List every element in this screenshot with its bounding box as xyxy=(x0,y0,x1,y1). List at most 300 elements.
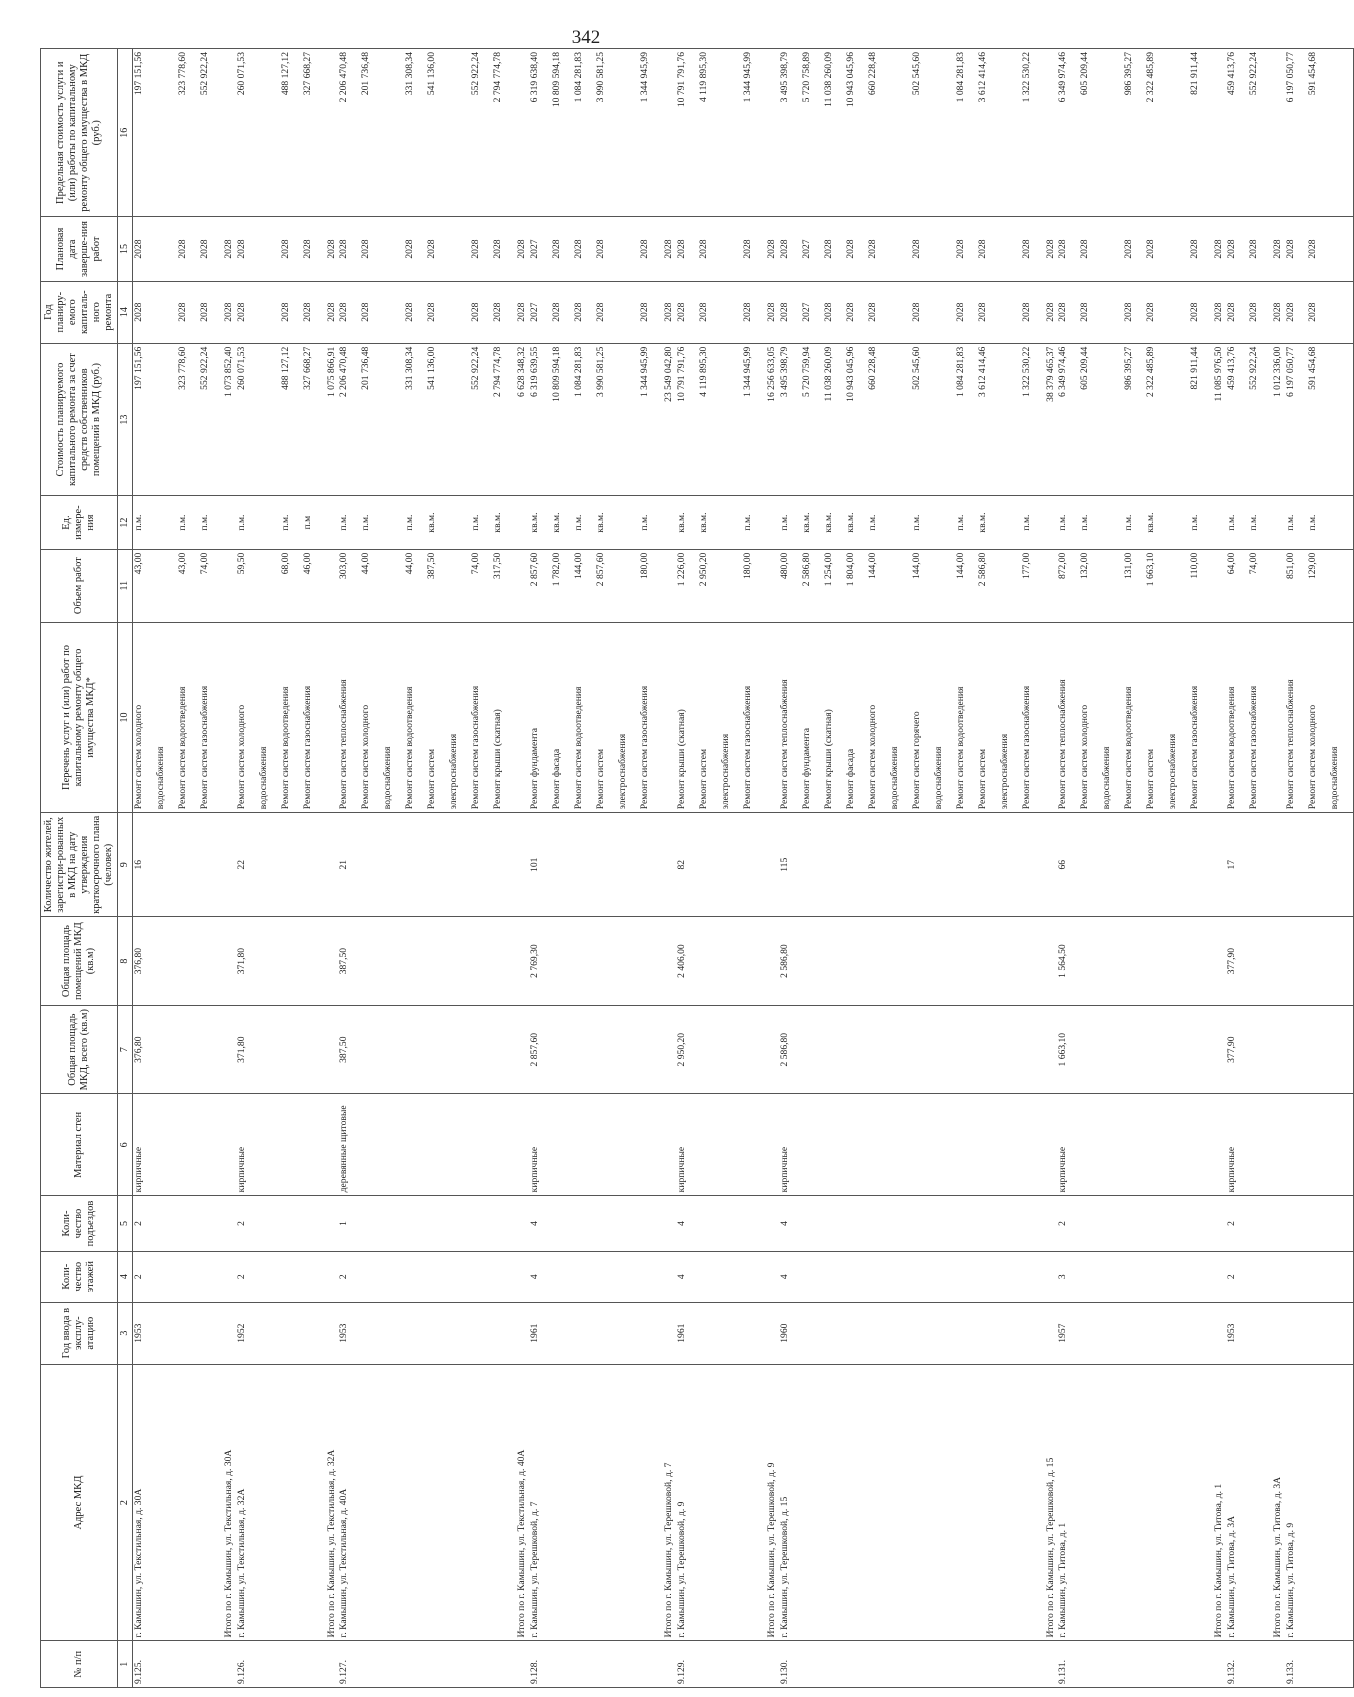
work-line-work: электроснабжения xyxy=(719,733,731,810)
work-line-plan-year: 2028 xyxy=(741,302,753,322)
work-line-unit: кв.м. xyxy=(1145,512,1157,533)
empty-cell xyxy=(663,496,676,549)
work-line-volume: 144,00 xyxy=(954,552,966,580)
cell-num: 9.126. xyxy=(236,1641,326,1688)
work-line-volume: 177,00 xyxy=(1020,552,1032,580)
total-label: Итого по г. Камышин, ул. Текстильная, д. 30А xyxy=(223,1364,236,1641)
work-line-cost: 260 071,53 xyxy=(235,346,247,390)
work-line-work: Ремонт систем газоснабжения xyxy=(1020,685,1032,810)
cell-area-rooms: 2 769,30 xyxy=(529,917,663,1006)
work-line-plan-year xyxy=(156,285,178,340)
cell-residents xyxy=(1285,813,1354,917)
work-line-volume: 64,00 xyxy=(1226,552,1238,575)
work-line-cost: 6 349 974,46 xyxy=(1057,346,1069,398)
work-line-plan-year: 2028 xyxy=(426,302,438,322)
empty-cell xyxy=(766,917,779,1006)
work-line-cost xyxy=(618,347,640,493)
work-line-work: Ремонт систем горячего xyxy=(910,711,922,810)
cell-work xyxy=(529,622,663,812)
cell-unit xyxy=(236,496,326,549)
work-line-cost: 3 612 414,46 xyxy=(976,346,988,398)
empty-cell xyxy=(1272,1196,1285,1251)
work-line-unit: п.м. xyxy=(338,514,350,531)
work-line-work: Ремонт систем газоснабжения xyxy=(1189,685,1201,810)
empty-cell xyxy=(766,1302,779,1364)
header-cell: Стоимость планируемого капитального ремонта за счет средств собственников помещений в МКД (руб.) xyxy=(41,343,118,496)
work-line-limit: 1 322 530,22 xyxy=(1020,52,1032,103)
cell-unit xyxy=(676,496,766,549)
empty-cell xyxy=(766,1251,779,1302)
total-row xyxy=(663,49,676,1688)
rotated-table-container xyxy=(40,48,1340,1688)
total-label: Итого по г. Камышин, ул. Титова, д. 3А xyxy=(1272,1364,1285,1641)
work-line-unit xyxy=(383,499,405,545)
empty-cell xyxy=(663,1302,676,1364)
work-line-end-date xyxy=(1102,220,1124,277)
work-line-volume: 144,00 xyxy=(573,552,585,580)
work-line-end-date: 2028 xyxy=(954,239,966,259)
work-line-work: Ремонт систем теплоснабжения xyxy=(1284,679,1296,810)
work-line-plan-year: 2028 xyxy=(1057,302,1069,322)
cell-end-date xyxy=(1057,217,1213,281)
cell-year xyxy=(1285,1302,1354,1364)
column-number: 2 xyxy=(118,1364,133,1641)
cell-limit xyxy=(338,49,516,217)
empty-cell xyxy=(326,1094,339,1196)
cell-floors: 3 xyxy=(1057,1251,1213,1302)
cell-cost xyxy=(1226,343,1272,496)
work-line-unit xyxy=(1168,499,1190,545)
work-line-cost: 2 794 774,78 xyxy=(492,346,504,398)
cell-material: кирпичные xyxy=(676,1094,766,1196)
work-line-plan-year: 2028 xyxy=(360,302,372,322)
column-number: 9 xyxy=(118,813,133,917)
empty-cell xyxy=(1272,1641,1285,1688)
work-line-limit: 605 209,44 xyxy=(1079,52,1091,96)
work-line-unit: п.м. xyxy=(1306,514,1318,531)
cell-limit xyxy=(132,49,223,217)
empty-cell xyxy=(516,1251,529,1302)
work-line-end-date: 2028 xyxy=(1123,239,1135,259)
total-label: Итого по г. Камышин, ул. Терешковой, д. 9 xyxy=(766,1364,779,1641)
cell-entrances: 4 xyxy=(529,1196,663,1251)
cell-area-total: 376,80 xyxy=(132,1005,223,1094)
empty-cell xyxy=(1045,1005,1058,1094)
work-line-work: Ремонт систем холодного xyxy=(360,704,372,810)
work-line-end-date: 2028 xyxy=(551,239,563,259)
cell-year: 1961 xyxy=(529,1302,663,1364)
empty-cell xyxy=(766,1094,779,1196)
cell-work xyxy=(676,622,766,812)
work-line-work: водоснабжения xyxy=(888,746,900,810)
empty-cell xyxy=(663,49,676,217)
work-line-end-date: 2028 xyxy=(1284,239,1296,259)
cell-unit xyxy=(1226,496,1272,549)
work-line-volume: 59,50 xyxy=(235,552,247,575)
work-line-unit: п.м xyxy=(301,515,313,530)
work-line-work: Ремонт систем холодного xyxy=(866,704,878,810)
work-line-work: электроснабжения xyxy=(1167,733,1179,810)
cell-limit xyxy=(676,49,766,217)
empty-cell xyxy=(516,549,529,622)
work-line-work: Ремонт систем водоотведения xyxy=(1226,686,1238,810)
total-plan-year: 2028 xyxy=(223,281,236,343)
total-cost: 16 256 633,05 xyxy=(766,343,779,496)
work-line-work: Ремонт систем холодного xyxy=(1306,704,1318,810)
cell-end-date xyxy=(1226,217,1272,281)
work-line-unit: п.м. xyxy=(1057,514,1069,531)
cell-material: кирпичные xyxy=(132,1094,223,1196)
work-line-volume: 74,00 xyxy=(1248,552,1260,575)
empty-cell xyxy=(516,813,529,917)
work-line-end-date: 2028 xyxy=(976,239,988,259)
work-line-plan-year: 2028 xyxy=(470,302,482,322)
work-line-volume: 180,00 xyxy=(741,552,753,580)
empty-cell xyxy=(223,1196,236,1251)
work-line-limit: 552 922,24 xyxy=(1248,52,1260,96)
work-line-unit: п.м. xyxy=(866,514,878,531)
work-line-unit xyxy=(259,499,281,545)
work-line-cost: 1 084 281,83 xyxy=(954,346,966,398)
work-line-limit: 660 228,48 xyxy=(866,52,878,96)
cell-unit xyxy=(1285,496,1354,549)
work-line-plan-year: 2028 xyxy=(976,302,988,322)
work-line-unit: кв.м. xyxy=(800,512,812,533)
empty-cell xyxy=(663,813,676,917)
cell-volume xyxy=(236,549,326,622)
work-line-end-date: 2028 xyxy=(1306,239,1318,259)
work-line-work: Ремонт систем водоотведения xyxy=(1123,686,1135,810)
work-line-limit: 1 084 281,83 xyxy=(954,52,966,103)
cell-plan-year xyxy=(1285,281,1354,343)
empty-cell xyxy=(326,1641,339,1688)
work-line-work: водоснабжения xyxy=(257,746,269,810)
work-line-limit: 10 791 791,76 xyxy=(675,52,687,108)
work-line-cost: 459 413,76 xyxy=(1226,346,1238,390)
cell-entrances: 2 xyxy=(132,1196,223,1251)
work-line-unit: п.м. xyxy=(1123,514,1135,531)
total-row xyxy=(1272,49,1285,1688)
cell-cost xyxy=(676,343,766,496)
work-line-plan-year: 2028 xyxy=(595,302,607,322)
work-line-volume: 872,00 xyxy=(1057,552,1069,580)
empty-cell xyxy=(1213,1251,1226,1302)
work-line-unit xyxy=(156,499,178,545)
table-row xyxy=(676,49,766,1688)
work-line-plan-year: 2028 xyxy=(338,302,350,322)
work-line-volume xyxy=(1168,553,1190,619)
empty-cell xyxy=(516,1196,529,1251)
work-line-volume: 387,50 xyxy=(426,552,438,580)
column-number: 12 xyxy=(118,496,133,549)
table-row xyxy=(529,49,663,1688)
total-cost: 1 012 336,00 xyxy=(1272,343,1285,496)
work-line-work: Ремонт крыши (скатная) xyxy=(675,709,687,810)
empty-cell xyxy=(1213,1641,1226,1688)
work-line-end-date: 2028 xyxy=(639,239,651,259)
work-line-plan-year: 2028 xyxy=(1306,302,1318,322)
empty-cell xyxy=(1272,1094,1285,1196)
cell-material: кирпичные xyxy=(529,1094,663,1196)
empty-cell xyxy=(1045,496,1058,549)
work-line-volume: 1 804,00 xyxy=(844,552,856,587)
work-line-plan-year xyxy=(383,285,405,340)
work-line-cost xyxy=(383,347,405,493)
work-line-cost xyxy=(721,347,743,493)
total-cost: 38 379 465,37 xyxy=(1045,343,1058,496)
work-line-limit: 10 943 045,96 xyxy=(844,52,856,108)
work-line-limit: 986 395,27 xyxy=(1123,52,1135,96)
work-line-unit: п.м. xyxy=(1226,514,1238,531)
work-line-plan-year: 2028 xyxy=(822,302,834,322)
work-line-limit: 327 668,27 xyxy=(301,52,313,96)
work-line-cost: 331 308,34 xyxy=(404,346,416,390)
header-cell: Количество жителей, зарегистри-рованных в МКД на дату утверждения краткосрочного плана (человек) xyxy=(41,813,118,917)
total-plan-year: 2028 xyxy=(326,281,339,343)
work-line-work: Ремонт систем водоотведения xyxy=(954,686,966,810)
work-line-limit: 3 990 581,25 xyxy=(595,52,607,103)
work-line-cost xyxy=(1102,347,1124,493)
work-line-work: Ремонт крыши (скатная) xyxy=(822,709,834,810)
cell-work xyxy=(1057,622,1213,812)
empty-cell xyxy=(223,549,236,622)
column-number: 15 xyxy=(118,217,133,281)
table-row xyxy=(236,49,326,1688)
cell-work xyxy=(338,622,516,812)
work-line-plan-year: 2028 xyxy=(866,302,878,322)
empty-cell xyxy=(766,622,779,812)
total-cost: 23 549 042,80 xyxy=(663,343,676,496)
empty-cell xyxy=(663,1094,676,1196)
work-line-work: водоснабжения xyxy=(932,746,944,810)
work-line-volume: 74,00 xyxy=(198,552,210,575)
work-line-volume: 2 857,60 xyxy=(595,552,607,587)
work-line-volume: 44,00 xyxy=(360,552,372,575)
work-line-unit: п.м. xyxy=(1248,514,1260,531)
total-row xyxy=(516,49,529,1688)
cell-cost xyxy=(529,343,663,496)
total-end-date: 2028 xyxy=(516,217,529,281)
cell-area-total: 2 586,80 xyxy=(779,1005,1045,1094)
cell-volume xyxy=(1226,549,1272,622)
cell-volume xyxy=(132,549,223,622)
work-line-end-date xyxy=(618,220,640,277)
work-line-limit xyxy=(1000,52,1022,213)
header-cell: Перечень услуг и (или) работ по капитальному ремонту общего имущества МКД* xyxy=(41,622,118,812)
cell-area-rooms: 387,50 xyxy=(338,917,516,1006)
work-line-unit: п.м. xyxy=(573,514,585,531)
table-row xyxy=(1285,49,1354,1688)
empty-cell xyxy=(1213,917,1226,1006)
work-line-work: водоснабжения xyxy=(382,746,394,810)
work-line-cost xyxy=(449,347,471,493)
work-line-limit: 821 911,44 xyxy=(1189,52,1201,95)
empty-cell xyxy=(663,549,676,622)
empty-cell xyxy=(516,496,529,549)
work-line-end-date xyxy=(1168,220,1190,277)
work-line-cost: 660 228,48 xyxy=(866,346,878,390)
work-line-plan-year: 2027 xyxy=(800,302,812,322)
cell-area-rooms: 1 564,50 xyxy=(1057,917,1213,1006)
work-line-plan-year xyxy=(1102,285,1124,340)
work-line-volume: 1 782,00 xyxy=(551,552,563,587)
empty-cell xyxy=(326,622,339,812)
cell-end-date xyxy=(132,217,223,281)
work-line-plan-year: 2027 xyxy=(529,302,541,322)
header-cell: Общая площадь МКД, всего (кв.м) xyxy=(41,1005,118,1094)
work-line-work: Ремонт фасада xyxy=(551,748,563,810)
work-line-cost: 6 197 050,77 xyxy=(1284,346,1296,398)
work-line-end-date: 2028 xyxy=(338,239,350,259)
work-line-end-date: 2028 xyxy=(1248,239,1260,259)
work-line-unit: п.м. xyxy=(235,514,247,531)
cell-num: 9.132. xyxy=(1226,1641,1272,1688)
work-line-limit: 502 545,60 xyxy=(910,52,922,96)
empty-cell xyxy=(516,917,529,1006)
empty-cell xyxy=(516,1005,529,1094)
work-line-unit: п.м. xyxy=(404,514,416,531)
work-line-volume: 303,00 xyxy=(338,552,350,580)
cell-unit xyxy=(529,496,663,549)
empty-cell xyxy=(1272,1005,1285,1094)
cell-end-date xyxy=(676,217,766,281)
work-line-plan-year: 2028 xyxy=(1145,302,1157,322)
empty-cell xyxy=(1045,49,1058,217)
page-number: 342 xyxy=(571,27,601,48)
empty-cell xyxy=(326,49,339,217)
work-line-cost: 11 038 260,09 xyxy=(822,346,834,402)
header-cell: Ед. измере-ния xyxy=(41,496,118,549)
work-line-unit: кв.м. xyxy=(822,512,834,533)
work-line-volume: 2 586,80 xyxy=(976,552,988,587)
empty-cell xyxy=(1045,917,1058,1006)
cell-end-date xyxy=(236,217,326,281)
cell-area-total: 2 857,60 xyxy=(529,1005,663,1094)
work-line-cost: 502 545,60 xyxy=(910,346,922,390)
work-line-volume xyxy=(259,553,281,619)
work-line-end-date: 2028 xyxy=(470,239,482,259)
header-cell: Плановая дата заверше-ния работ xyxy=(41,217,118,281)
cell-year: 1953 xyxy=(338,1302,516,1364)
work-line-end-date: 2028 xyxy=(1189,239,1201,259)
work-line-volume xyxy=(890,553,912,619)
work-line-limit: 1 084 281,83 xyxy=(573,52,585,103)
work-line-end-date: 2028 xyxy=(360,239,372,259)
cell-address: г. Камышин, ул. Терешковой, д. 9 xyxy=(676,1364,766,1641)
work-line-work: Ремонт систем водоотведения xyxy=(176,686,188,810)
column-number-row xyxy=(118,49,133,1688)
empty-cell xyxy=(766,49,779,217)
work-line-end-date: 2028 xyxy=(301,239,313,259)
work-line-end-date: 2028 xyxy=(675,239,687,259)
work-line-unit: п.м. xyxy=(778,514,790,531)
work-line-cost: 2 206 470,48 xyxy=(338,346,350,398)
work-line-end-date: 2028 xyxy=(404,239,416,259)
empty-cell xyxy=(516,1094,529,1196)
work-line-limit: 6 197 050,77 xyxy=(1284,52,1296,103)
work-line-plan-year: 2028 xyxy=(279,302,291,322)
work-line-end-date: 2028 xyxy=(866,239,878,259)
work-line-unit: п.м. xyxy=(470,514,482,531)
empty-cell xyxy=(1045,1641,1058,1688)
work-line-work: Ремонт систем теплоснабжения xyxy=(338,679,350,810)
cell-year: 1953 xyxy=(132,1302,223,1364)
work-line-cost: 2 322 485,89 xyxy=(1145,346,1157,398)
work-line-plan-year: 2028 xyxy=(551,302,563,322)
work-line-volume xyxy=(934,553,956,619)
work-line-plan-year xyxy=(890,285,912,340)
work-line-plan-year: 2028 xyxy=(176,302,188,322)
work-line-unit: п.м. xyxy=(198,514,210,531)
work-line-unit: п.м. xyxy=(954,514,966,531)
work-line-end-date: 2027 xyxy=(529,239,541,259)
work-line-cost: 10 791 791,76 xyxy=(675,346,687,402)
work-line-end-date: 2027 xyxy=(800,239,812,259)
cell-work xyxy=(132,622,223,812)
work-line-limit: 552 922,24 xyxy=(470,52,482,96)
work-line-unit: п.м. xyxy=(639,514,651,531)
work-line-limit: 2 794 774,78 xyxy=(492,52,504,103)
work-line-limit xyxy=(449,52,471,213)
empty-cell xyxy=(663,1641,676,1688)
work-line-limit: 2 322 485,89 xyxy=(1145,52,1157,103)
work-line-unit: п.м. xyxy=(360,514,372,531)
cell-floors: 2 xyxy=(236,1251,326,1302)
cell-entrances: 2 xyxy=(1226,1196,1272,1251)
empty-cell xyxy=(766,549,779,622)
empty-cell xyxy=(1213,1302,1226,1364)
work-line-plan-year: 2028 xyxy=(1079,302,1091,322)
work-line-limit: 488 127,12 xyxy=(279,52,291,96)
work-line-unit xyxy=(721,499,743,545)
total-plan-year: 2028 xyxy=(766,281,779,343)
work-line-unit: кв.м. xyxy=(595,512,607,533)
total-plan-year: 2028 xyxy=(1213,281,1226,343)
work-line-work: электроснабжения xyxy=(617,733,629,810)
cell-plan-year xyxy=(132,281,223,343)
cell-floors: 2 xyxy=(132,1251,223,1302)
work-line-end-date: 2028 xyxy=(822,239,834,259)
work-line-volume xyxy=(1000,553,1022,619)
work-line-work: электроснабжения xyxy=(998,733,1010,810)
work-line-work: Ремонт систем теплоснабжения xyxy=(1057,679,1069,810)
header-cell: Год ввода в эксплу-атацию xyxy=(41,1302,118,1364)
empty-cell xyxy=(223,1641,236,1688)
work-line-cost: 10 943 045,96 xyxy=(844,346,856,402)
empty-cell xyxy=(1272,622,1285,812)
work-line-work: Ремонт систем водоотведения xyxy=(279,686,291,810)
cell-floors: 4 xyxy=(529,1251,663,1302)
work-line-volume: 480,00 xyxy=(778,552,790,580)
work-line-unit: кв.м. xyxy=(675,512,687,533)
work-line-work: Ремонт систем xyxy=(1145,748,1157,810)
cell-cost xyxy=(1057,343,1213,496)
work-line-volume xyxy=(1330,553,1352,619)
header-cell: Общая площадь помещений МКД (кв.м) xyxy=(41,917,118,1006)
cell-material: кирпичные xyxy=(779,1094,1045,1196)
work-line-plan-year: 2028 xyxy=(301,302,313,322)
cell-volume xyxy=(529,549,663,622)
work-line-plan-year: 2028 xyxy=(1226,302,1238,322)
work-line-plan-year: 2028 xyxy=(675,302,687,322)
empty-cell xyxy=(1272,813,1285,917)
work-line-unit: кв.м. xyxy=(426,512,438,533)
work-line-work: Ремонт систем газоснабжения xyxy=(301,685,313,810)
cell-area-total: 377,90 xyxy=(1226,1005,1272,1094)
empty-cell xyxy=(223,49,236,217)
work-line-work: Ремонт систем холодного xyxy=(1079,704,1091,810)
work-line-cost: 4 119 895,30 xyxy=(697,346,709,397)
